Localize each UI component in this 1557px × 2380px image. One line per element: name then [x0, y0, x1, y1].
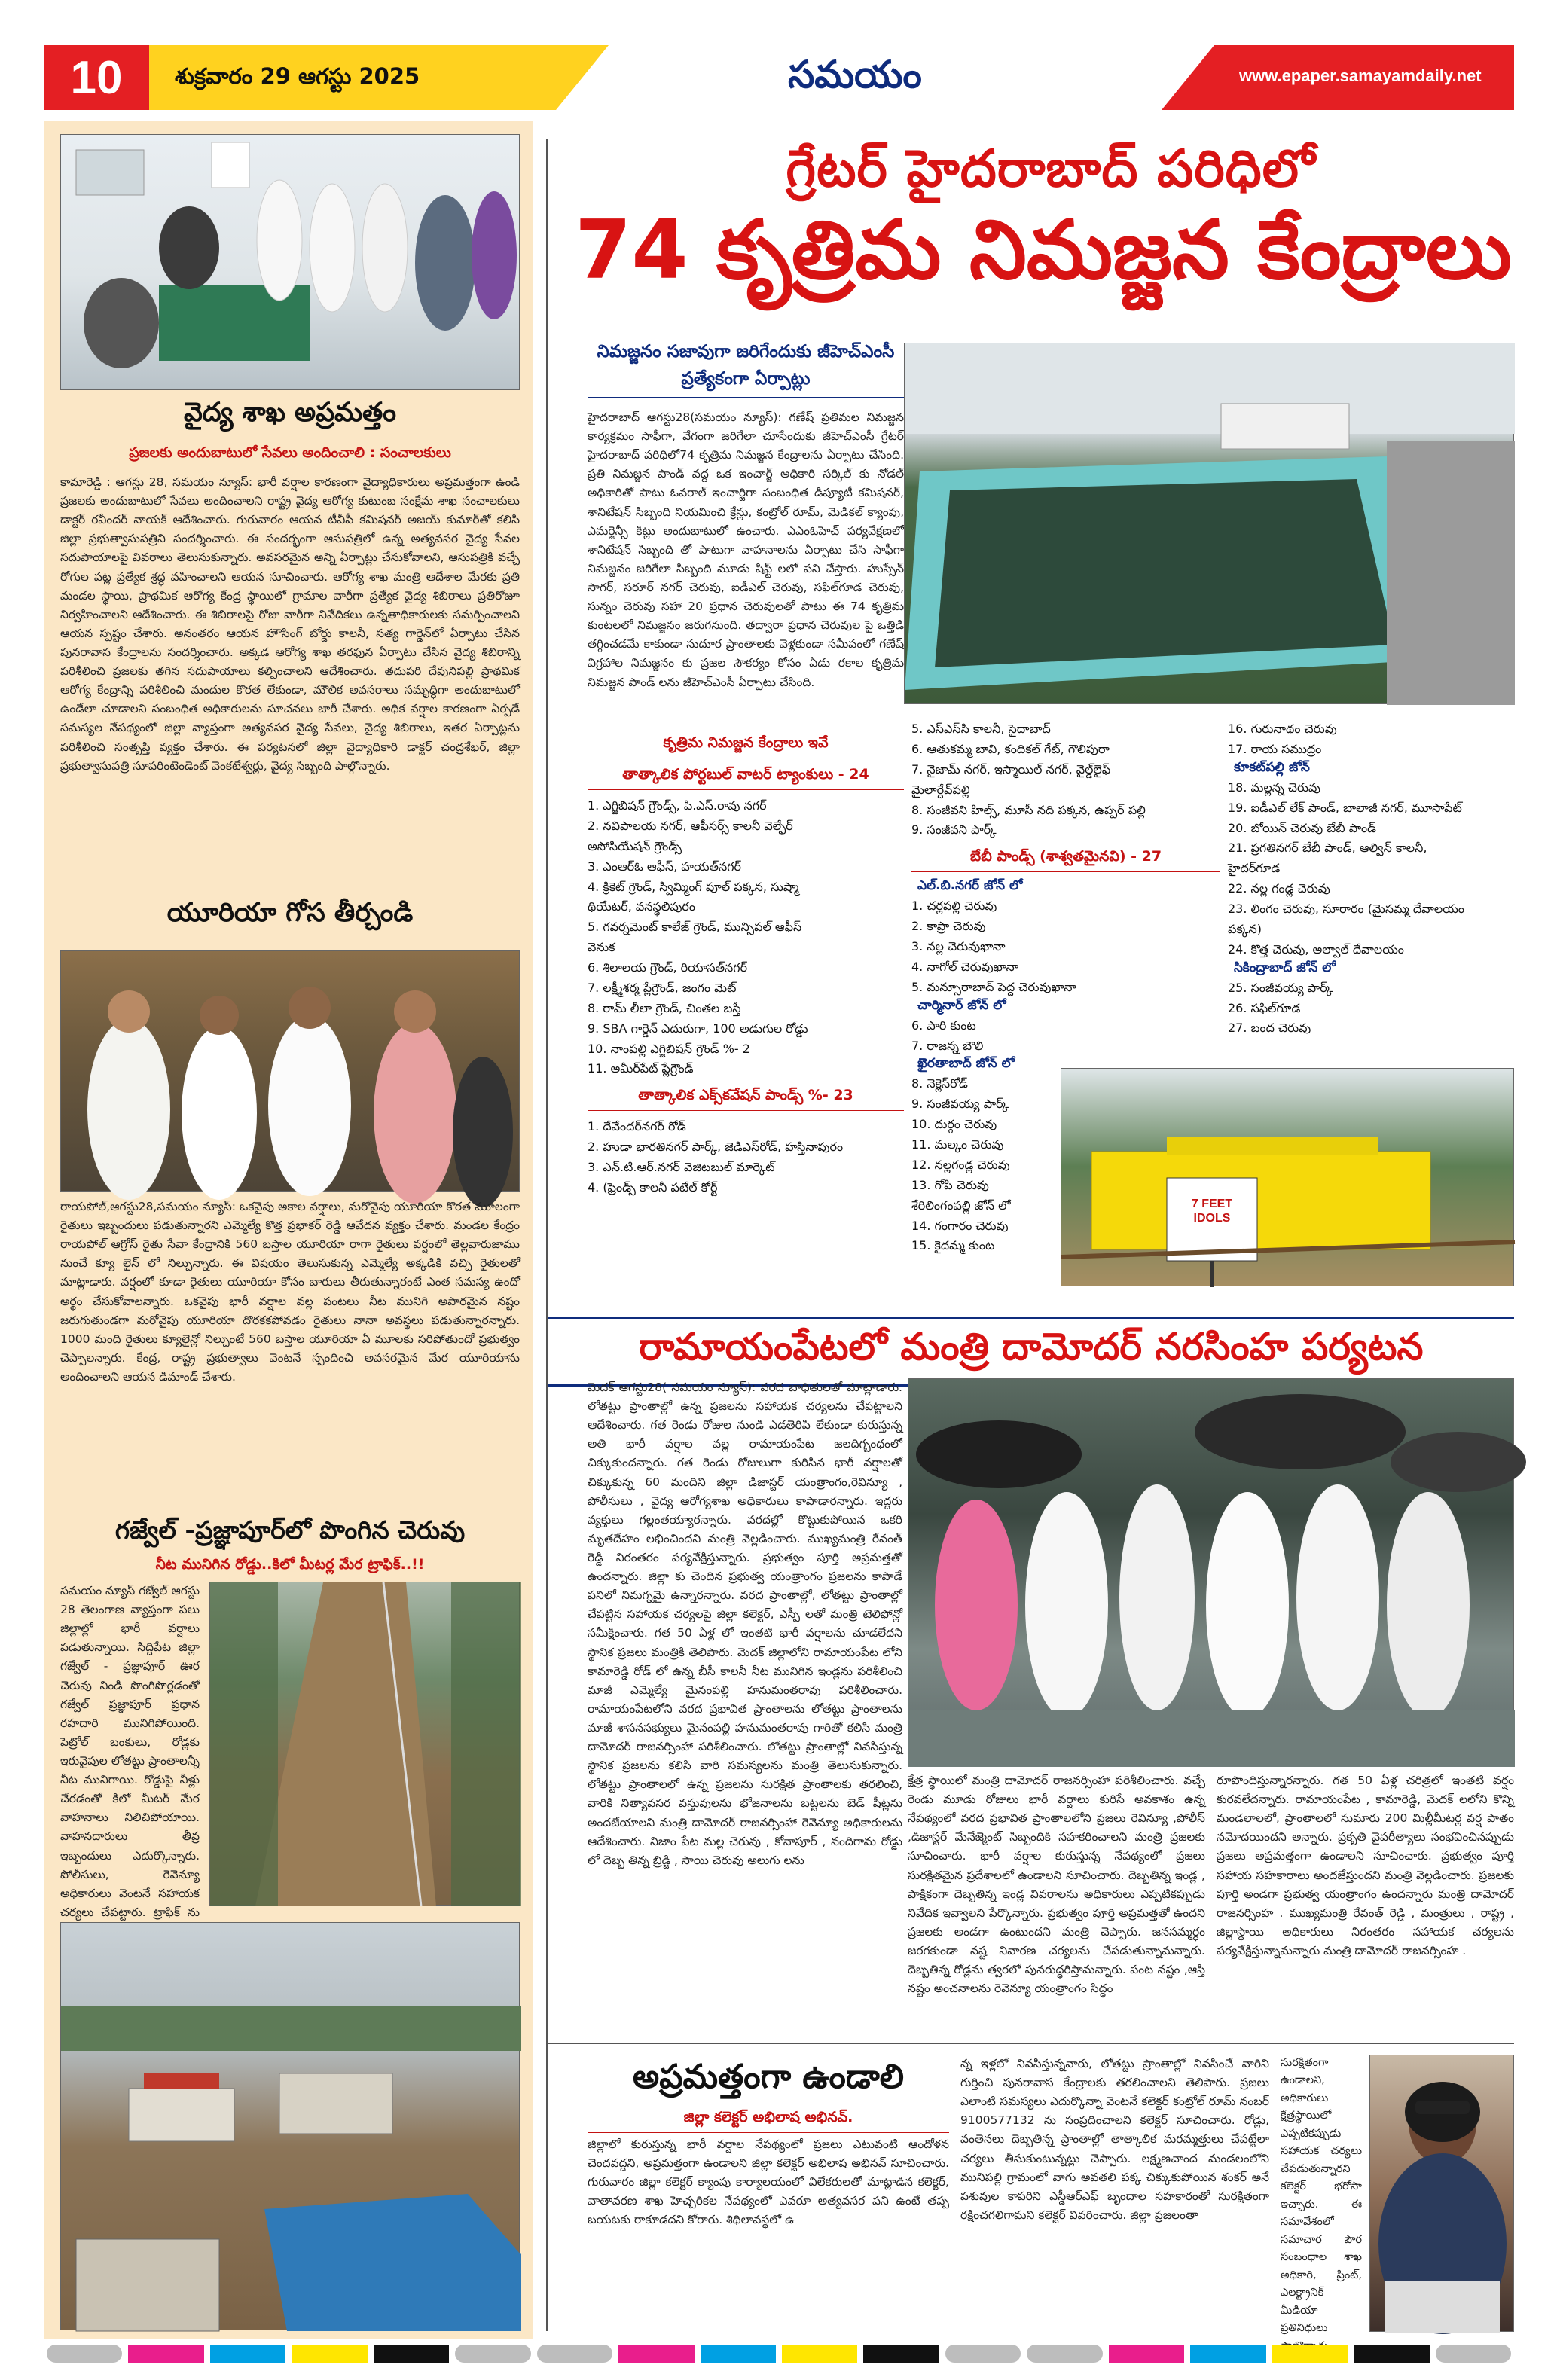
list-item: 7. రాజన్న బౌలి: [911, 1038, 984, 1053]
color-swatch: [618, 2345, 694, 2363]
list-item: 3. నల్ల చెరువుఖానా: [911, 939, 1006, 954]
list-item: 11. అమీర్‌పేట్ ప్లేగ్రౌండ్: [588, 1061, 694, 1076]
list-item: 7. నైజామ్ నగర్, ఇస్మాయిల్ నగర్, వైల్డ్‌లైఫ్: [911, 761, 1111, 777]
color-swatch: [863, 2345, 939, 2363]
color-swatch: [1190, 2345, 1265, 2363]
list-item: 3. ఎన్.టి.ఆర్.నగర్ వెజిటబుల్ మార్కెట్: [588, 1160, 775, 1174]
yellow-pond-photo: [1061, 1068, 1514, 1286]
list-item: 4. నాగోల్ చెరువుఖానా: [911, 959, 1019, 974]
baby-ponds-title: బేబీ పాండ్స్ (శాశ్వతమైనవి) - 27: [911, 848, 1220, 872]
artificial-pond-photo: [904, 343, 1514, 704]
list-item: 14. గంగారం చెరువు: [911, 1218, 1009, 1233]
list-item: 11. మల్కం చెరువు: [911, 1137, 1004, 1152]
story5-body-a: జిల్లాలో కురుస్తున్న భారీ వర్షాల నేపథ్యంలో ప్రజలు ఎటువంటి ఆందోళన చెందవద్దని, అప్రమత్తంగా ఉండాలని జిల్లా కలెక్టర్ అభిలాష అభినవ్ సూచించారు. గురువారం జిల్లా కలెక్టర్ క్యాంపు కార్యాలయంలో విలేకరులతో మాట్లాడిన కలెక్టర్, వాతావరణ శాఖ హెచ్చరికల నేపథ్యంలో ఎవరూ అత్యవసర పని ఉంటే తప్ప బయటకు రాకూడదని కోరారు. శిథిలావస్థలో ఉ: [588, 2137, 949, 2227]
list-item: మైలార్దేవ్‌పల్లి: [911, 782, 970, 797]
excavation-ponds-list: [588, 1117, 904, 1198]
color-swatch: [128, 2345, 203, 2363]
color-swatch: [374, 2345, 449, 2363]
story3-headline: గజ్వేల్ -ప్రజ్ఞాపూర్‌లో పొంగిన చెరువు: [114, 1515, 466, 1545]
secunderabad-list: [1228, 978, 1514, 1039]
aerial-flood-photo: [60, 1922, 520, 2330]
portable-tanks-list: [588, 796, 904, 1079]
list-item: 17. రాయ సముద్రం: [1228, 741, 1322, 756]
main-deck: నిమజ్జనం సజావుగా జరిగేందుకు జీహెచ్‌ఎంసీ ప్రత్యేకంగా ఏర్పాట్లు: [588, 339, 904, 398]
list-item: 13. గోపి చెరువు: [911, 1177, 989, 1192]
list-item: 20. బోయిన్ చెరువు బేబీ పాండ్: [1228, 820, 1376, 835]
list-item: 10. దుర్గం చెరువు: [911, 1117, 997, 1132]
list-item: పక్కన): [1228, 921, 1262, 936]
list-item: వెనుక: [588, 940, 615, 955]
story1-subheadline: ప్రజలకు అందుబాటులో సేవలు అందించాలి : సంచాలకులు: [129, 444, 451, 461]
lb-nagar-list: [911, 896, 1220, 997]
main-headline: 74 కృత్రిమ నిమజ్జన కేంద్రాలు: [575, 203, 1512, 298]
color-swatch: [945, 2345, 1021, 2363]
list-item: థియేటర్, వనస్థలిపురం: [588, 899, 696, 914]
excavation-ponds-title: తాత్కాలిక ఎక్స్‌కవేషన్ పాండ్స్ %- 23: [588, 1087, 904, 1111]
color-swatch: [1027, 2345, 1102, 2363]
immersion-list-col1: [588, 727, 904, 1198]
hospital-visit-photo: [60, 134, 520, 390]
list-item: 21. ప్రగతినగర్ బేబీ పాండ్, ఆల్విన్ కాలనీ,: [1228, 841, 1427, 856]
list-item: 24. కొత్త చెరువు, అల్వాల్ దేవాలయం: [1228, 941, 1404, 957]
list-item: 25. సంజీవయ్య పార్క్: [1228, 980, 1333, 995]
story5-body-b: న్న ఇళ్లలో నివసిస్తున్నవారు, లోతట్టు ప్రాంతాల్లో నివసించే వారిని గుర్తించి పునరావాస కేంద్రాలకు తరలించాలని తెలిపారు. ప్రజలు ఎలాంటి సమస్యలు ఎదుర్కొన్నా వెంటనే కలెక్టర్ కంట్రోల్ రూమ్ నంబర్ 9100577132 ను సంప్రదించాలని కలెక్టర్ సూచించారు. రోడ్లు, వంతెనలు దెబ్బతిన్న ప్రాంతాల్లో తాత్కాలిక మరమ్మత్తులు చేపట్టేలా చర్యలు తీసుకుంటున్నట్లు చెప్పారు. లక్ష్మణచాంద మండలంలోని మునిపల్లి గ్రామంలో వాగు అవతలి పక్క చిక్కుకుపోయిన శంకర్ అనే పశువుల కాపరిని ఎస్డీఆర్ఎఫ్ బృందాల సహకారంతో సురక్షితంగా రక్షించగలిగామని కలెక్టర్ వివరించారు. జిల్లా ప్రజలంతా: [960, 2057, 1269, 2222]
list-item: 8. నెక్లెస్‌రోడ్: [911, 1076, 968, 1091]
list-item: 5. మన్సూరాబాద్ పెద్ద చెరువుఖానా: [911, 979, 1076, 994]
page-number: 10: [44, 45, 149, 110]
minister-visit-photo: [908, 1378, 1514, 1766]
epaper-url[interactable]: www.epaper.samayamdaily.net: [1239, 66, 1482, 85]
list-item: 5. గవర్నమెంట్ కాలేజ్ గ్రౌండ్, మున్సిపల్ ఆఫీస్: [588, 920, 802, 935]
list-item: 1. చర్లపల్లి చెరువు: [911, 899, 997, 914]
story1-headline: వైద్య శాఖ అప్రమత్తం: [184, 398, 396, 428]
story4-headline: రామాయంపేటలో మంత్రి దామోదర్ నరసింహ పర్యటన: [548, 1317, 1514, 1387]
color-swatch: [1354, 2345, 1429, 2363]
list-item: 23. లింగం చెరువు, సూరారం (మైసమ్మ దేవాలయం: [1228, 902, 1464, 916]
story5-headline: అప్రమత్తంగా ఉండాలి: [633, 2058, 904, 2096]
list-item: 8. రామ్ లీలా గ్రౌండ్, చింతల బస్తీ: [588, 1000, 741, 1015]
color-swatch: [1109, 2345, 1184, 2363]
list-item: 6. పారి కుంట: [911, 1018, 976, 1033]
list-item: 2. నవిపాలయ నగర్, ఆఫీసర్స్ కాలనీ వెల్ఫేర్: [588, 818, 793, 833]
story4-body-mid: క్షేత్ర స్థాయిలో మంత్రి దామోదర్ రాజనర్సింహా పరిశీలించారు. వచ్చే రెండు మూడు రోజులు భారీ వర్షాలు కురిసే అవకాశం ఉన్న నేపథ్యంలో వరద ప్రభావిత ప్రాంతాలలోని ప్రజలు రెవిన్యూ ,పోలీస్ ,డిజాస్టర్ మేనేజ్మెంట్ సిబ్బందికి సహకరించాలని మంత్రి ప్రజలకు సూచించారు. భారీ వర్షాల కురుస్తున్న నేపథ్యంలో ప్రజలు సురక్షితమైన ప్రదేశాలలో ఉండాలని సూచించారు. దెబ్బతిన్న ఇండ్ల , పాక్షికంగా దెబ్బతిన్న ఇండ్ల వివరాలను అధికారులు ఎప్పటికప్పుడు నివేదిక ఇవ్వాలని పేర్కొన్నారు. ప్రభుత్వం పూర్తి అప్రమత్తతో ఉందని ప్రజలకు అండగా ఉంటుందని మంత్రి చెప్పారు. జనసమ్మర్ధం జరగకుండా నష్ట నివారణ చర్యలను చేపడుతున్నామన్నారు. దెబ్బతిన్న రోడ్లను త్వరలో పునరుద్ధరిస్తామన్నారు. పంట నష్టం ,ఆస్తి నష్టం అంచనాలను రెవెన్యూ యంత్రాంగం సిద్ధం: [908, 1774, 1205, 1996]
list-item: 4. (ఫ్రెండ్స్ కాలనీ పటేల్ కోర్ట్: [588, 1179, 718, 1195]
list-item: 19. ఐడీఎల్ లేక్ పాండ్, బాలాజీ నగర్, మూసాపేట్: [1228, 800, 1462, 815]
color-swatch: [1272, 2345, 1348, 2363]
color-swatch: [782, 2345, 857, 2363]
main-body: హైదరాబాద్ ఆగస్టు28(సమయం న్యూస్): గణేష్ ప్రతిమల నిమజ్జన కార్యక్రమం సాఫీగా, వేగంగా జరిగేలా చూసేందుకు జీహెచ్ఎంసీ గ్రేటర్ హైదరాబాద్ పరిధిలో74 కృత్రిమ నిమజ్జన కేంద్రాలను ఏర్పాటు చేసింది. ప్రతి నిమజ్జన పాండ్ వద్ద ఒక ఇంచార్జ్ అధికారి సర్కిల్ కు నోడల్ అధికారితో పాటు ఓవరాల్ ఇంచార్జిగా సంబంధిత డిప్యూటీ కమిషనర్, శానిటేషన్ సిబ్బంది నియమించి క్రేన్లు, కంట్రోల్ రూమ్, మెడికల్ క్యాంపు, ఎమర్జెన్సీ కిట్లు అందుబాటులో ఉంచారు. ఎఎంఓహెచ్ పర్యవేక్షణలో శానిటేషన్ సిబ్బంది తో పాటుగా వాహనాలను ఏర్పాటు చేసి సాఫీగా నిమజ్జనం జరిగేలా సిబ్బంది మూడు షిఫ్ట్ లలో పని చేస్తారు. హుస్సేన్ సాగర్, సరూర్ నగర్ చెరువు, ఐడీఎల్ చెరువు, సఫిల్‌గూడ చెరువు, సున్నం చెరువు సహా 20 ప్రధాన చెరువులతో పాటు ఈ 74 కృత్రిమ కుంటలలో నిమజ్జనం జరుగనుంది. తద్వారా ప్రధాన చెరువుల పై ఒత్తిడి తగ్గించడమే కాకుండా సుదూర ప్రాంతాలకు వెళ్లకుండా సమీపంలో గణేష్ విగ్రహాల నిమజ్జనం కు ప్రజల సౌకర్యం కోసం ఏడు రకాల కృత్రిమ నిమజ్జన పాండ్ లను జీహెచ్ఎంసీ ఏర్పాటు చేసింది.: [588, 410, 904, 689]
story3-body: సమయం న్యూస్ గజ్వేల్ ఆగస్టు 28 తెలంగాణ వ్యాప్తంగా పలు జిల్లాల్లో భారీ వర్షాలు పడుతున్నాయి. సిద్దిపేట జిల్లా గజ్వేల్ - ప్రజ్ఞాపూర్ ఊర చెరువు నిండి పొంగిపొర్లడంతో గజ్వేల్ ప్రజ్ఞాపూర్ ప్రధాన రహదారి మునిగిపోయింది. పెట్రోల్ బంకులు, రోడ్లకు ఇరువైపుల లోతట్టు ప్రాంతాలన్నీ నీట మునిగాయి. రోడ్డుపై నీళ్లు చేరడంతో కిలో మీటర్ మేర వాహనాలు నిలిచిపోయాయి. వాహనదారులు తీవ్ర ఇబ్బందులు ఎదుర్కొన్నారు. పోలీసులు, రెవెన్యూ అధికారులు వెంటనే సహాయక చర్యలు చేపట్టారు. ట్రాఫిక్ ను: [60, 1584, 200, 1919]
list-item: అసోసియేషన్ గ్రౌండ్స్: [588, 838, 682, 853]
list-item: 2. కాప్రా చెరువు: [911, 919, 986, 934]
list-item: హైదర్‌గూడ: [1228, 861, 1281, 876]
list-item: 22. నల్ల గండ్ల చెరువు: [1228, 881, 1330, 896]
charminar-list: [911, 1016, 1220, 1057]
section-rule: [548, 2043, 1514, 2044]
excavation-ponds-list-cont: [911, 719, 1220, 841]
color-swatch: [210, 2345, 285, 2363]
khairatabad-zone: ఖైరతాబాద్ జోన్ లో: [917, 1056, 1015, 1072]
kukatpally-zone: కూకట్‌పల్లి జోన్: [1234, 759, 1310, 775]
list-item: 18. మల్లన్న చెరువు: [1228, 780, 1321, 795]
serilingampally-list-cont: [1228, 719, 1514, 760]
story3-subheadline: నీట మునిగిన రోడ్డు..కిలో మీటర్ల మేర ట్రాఫిక్..!!: [155, 1556, 425, 1573]
list-item: 10. నాంపల్లి ఎగ్జిబిషన్ గ్రౌండ్ %- 2: [588, 1041, 750, 1056]
list-item: 8. సంజీవని హిల్స్, మూసీ నది పక్కన, ఉప్పర్ పల్లి: [911, 802, 1146, 817]
kukatpally-list: [1228, 778, 1514, 960]
color-swatch: [47, 2345, 122, 2363]
color-swatch: [1436, 2345, 1511, 2363]
portable-tanks-title: తాత్కాలిక పోర్టబుల్ వాటర్ ట్యాంకులు - 24: [588, 766, 904, 790]
list-item: 27. బంద చెరువు: [1228, 1021, 1311, 1036]
list-item: 15. కైదమ్మ కుంట: [911, 1238, 995, 1253]
story2-body: రాయపోల్,ఆగస్టు28,సమయం న్యూస్: ఒకవైపు అకాల వర్షాలు, మరోవైపు యూరియా కొరత మూలంగా రైతులు ఇబ్బందులు పడుతున్నారని ఎమ్మెల్యే కొత్త ప్రభాకర్ రెడ్డి ఆవేదన వ్యక్తం చేశారు. మండల కేంద్రం రాయపోల్ ఆగ్రోస్ రైతు సేవా కేంద్రానికి 560 బస్తాల యూరియా రాగా రైతులు వర్షంలో తెల్లవారుజాము నుంచే క్యూ లైన్ లో నిల్చున్నారు. ఈ విషయం తెలుసుకున్న ఎమ్మెల్యే అక్కడికి వచ్చి రైతులతో మాట్లాడారు. వర్షంలో కూడా రైతులు యూరియా కోసం బారులు తీరుతున్నారంటే ఎంత సమస్య ఉందో అర్థం చేసుకోవాలన్నారు. ఒకవైపు భారీ వర్షాల వల్ల పంటలు నీట మునిగి అపారమైన నష్టం జరుగుతుండగా మరోవైపు యూరియా దొరకకపోవడం రైతులు నానా అవస్థలు పడుతున్నారన్నారు. 1000 మంది రైతులు క్యూలైన్లో నిల్చుంటే 560 బస్తాల యూరియా ఏ మూలకు సరిపోతుందో ప్రభుత్వం చెప్పాలన్నారు. కేంద్ర, రాష్ట్ర ప్రభుత్వాలు వెంటనే స్పందించి అవసరమైన మేర యూరియాను అందించాలని ఆయన డిమాండ్ చేశారు.: [60, 1200, 520, 1384]
list-item: 3. ఎంఆర్ఓ ఆఫీస్, హయత్‌నగర్: [588, 859, 742, 874]
story5-body-c: సురక్షితంగా ఉండాలని, అధికారులు క్షేత్రస్థాయిలో ఎప్పటికప్పుడు సహాయక చర్యలు చేపడుతున్నారని కలెక్టర్ భరోసా ఇచ్చారు. ఈ సమావేశంలో సమాచార పౌర సంబంధాల శాఖ అధికారి, ప్రింట్, ఎలక్ట్రానిక్ మీడియా ప్రతినిధులు: [1281, 2057, 1362, 2335]
list-item: 9. సంజీవని పార్క్: [911, 822, 997, 838]
list-item: 16. గురునాథం చెరువు: [1228, 722, 1337, 736]
story1-body: కామారెడ్డి : ఆగస్టు 28, సమయం న్యూస్: భారీ వర్షాల కారణంగా వైద్యాధికారులు అప్రమత్తంగా ఉండి ప్రజలకు అందుబాటులో సేవలు అందించాలని రాష్ట్ర వైద్య ఆరోగ్య కుటుంబ సంక్షేమ శాఖ సంచాలకులు డాక్టర్ రవీందర్ నాయక్ ఆదేశించారు. గురువారం ఆయన టీవీపీ కమిషనర్ అజయ్ కుమార్‌తో కలిసి జిల్లా ప్రభుత్వాసుపత్రిని సందర్శించారు. ఈ సందర్భంగా ఆసుపత్రిలో ఉన్న అత్యవసర వైద్య సేవల సదుపాయాలపై వివరాలు తెలుసుకున్నారు. అవసరమైన అన్ని ఏర్పాట్లు చేసుకోవాలని, ఆసుపత్రికి వచ్చే రోగుల పట్ల ప్రత్యేక శ్రద్ధ వహించాలని ఆయన సూచించారు. ఆరోగ్య శాఖ మంత్రి ఆదేశాల మేరకు ప్రతి మండల స్థాయి, ప్రాథమిక ఆరోగ్య కేంద్ర స్థాయిలో గ్రామాల వారీగా ప్రత్యేక వైద్య శిబిరాలు ప్రతిరోజూ నిర్వహించాలని ఆదేశించారు. ఈ శిబిరాలపై రోజు వారీగా నివేదికలు ఉన్నతాధికారులకు సమర్పించాలని ఆయన స్పష్టం చేశారు. అనంతరం ఆయన హౌసింగ్ బోర్డు కాలనీ, సత్య గార్డెన్‌లో ఏర్పాటు చేసిన పునరావాస కేంద్రాలను సందర్శించారు. అక్కడ ఆరోగ్య శాఖ తరఫున ఏర్పాటు చేసిన వైద్య శిబిరాన్ని పరిశీలించి ప్రజలకు తగిన సదుపాయాలు కల్పించాలని ఆదేశించారు. తదుపరి దేవునిపల్లి ప్రాథమిక ఆరోగ్య కేంద్రాన్ని పరిశీలించి మందుల కొరత లేకుండా, మౌలిక అవసరాలు సమృద్ధిగా అందుబాటులో ఉండేలా చూడాలని సంబంధిత అధికారులను సూచనలు జారీ చేశారు. అధిక వర్షాల కారణంగా ఏర్పడే సమస్యల నేపథ్యంలో జిల్లా వ్యాప్తంగా అత్యవసర వైద్య సేవలు, వైద్య శిబిరాలు, ఇతర ఏర్పాట్లను పరిశీలించి సంతృప్తి వ్యక్తం చేశారు. ఈ పర్యటనలో జిల్లా వైద్యాధికారి డాక్టర్ చంద్రశేఖర్, జిల్లా ప్రభుత్వాసుపత్రి సూపరింటెండెంట్ వెంకటేశ్వర్లు, వైద్య సిబ్బంది పాల్గొన్నారు.: [60, 475, 520, 773]
issue-date: శుక్రవారం 29 ఆగస్టు 2025: [175, 63, 420, 89]
list-item: 7. లక్ష్మీశర్మ ప్లేగ్రౌండ్, జంగం మెట్: [588, 980, 737, 995]
story5-subheadline: జిల్లా కలెక్టర్ అభిలాష అభినవ్.: [588, 2109, 949, 2133]
list-item: శేరిలింగంపల్లి జోన్ లో: [911, 1198, 1011, 1213]
list-item: 4. క్రికెట్ గ్రౌండ్, స్విమ్మింగ్ పూల్ పక్కన, సుష్మా: [588, 879, 799, 894]
list-item: 6. ఆతుకమ్మ బావి, కందికల్ గేట్, గౌలిపురా: [911, 741, 1110, 756]
list-item: 5. ఎస్ఎస్‌సి కాలనీ, సైదాబాద్: [911, 722, 1051, 736]
header-red-wedge: [1162, 45, 1214, 110]
main-headline-top: గ్రేటర్ హైదరాబాద్ పరిధిలో: [786, 139, 1316, 199]
collector-photo: [1369, 2055, 1514, 2332]
list-item: 9. సంజీవయ్య పార్క్: [911, 1097, 1009, 1112]
idols-sign: 7 FEET IDOLS: [1191, 1198, 1233, 1225]
story4-body-right: రూపొందిస్తున్నారన్నారు. గత 50 ఏళ్ల చరిత్రలో ఇంతటి వర్షం కురవలేదన్నారు. రామాయంపేట , కామారెడ్డి, మెదక్ లలోని కొన్ని మండలాలలో, ప్రాంతాలలో సుమారు 200 మిల్లీమీటర్ల వర్ష పాతం నమోదయిందని అన్నారు. ప్రకృతి వైపరీత్యాలు సంభవించినప్పుడు ప్రజలు అప్రమత్తంగా ఉండాలని సూచించారు. ప్రభుత్వం పూర్తి సహాయ సహకారాలు అందజేస్తుందని మంత్రి వెల్లడించారు. ప్రజలకు పూర్తి అండగా ప్రభుత్వ యంత్రాంగం ఉందన్నారు మంత్రి దామోదర్ రాజనర్సింహ . ముఖ్యమంత్రి రేవంత్ రెడ్డి , మంత్రులు , రాష్ట్ర , జిల్లాస్థాయి అధికారులు నిరంతరం సహాయక చర్యలను పర్యవేక్షిస్తున్నామన్నారు మంత్రి దామోదర్ రాజనర్సింహ .: [1217, 1774, 1514, 1957]
color-swatch: [537, 2345, 612, 2363]
column-rule: [546, 139, 548, 2331]
color-swatch: [455, 2345, 530, 2363]
list-item: 2. హుడా భారతినగర్ పార్క్, జెడిఎస్‌రోడ్, హస్తినాపురం: [588, 1140, 844, 1155]
story4-body-left: మెదక్ ఆగస్టు28( సమయం న్యూస్): వరద బాధితులతో మాట్లాడారు. లోతట్టు ప్రాంతాల్లో ఉన్న ప్రజలను సహాయక చర్యలను చేపట్టాలని ఆదేశించారు. గత రెండు రోజుల నుండి ఎడతెరిపి లేకుండా కురుస్తున్న అతి భారీ వర్షాల వల్ల రామాయంపేట జలదిగ్బంధంలో చిక్కుకుందన్నారు. గత రెండు రోజులుగా కురిసిన భారీ వర్షాలతో చిక్కుకున్న 60 మందిని జిల్లా డిజాస్టర్ యంత్రాంగం,రెవిన్యూ , పోలీసులు , వైద్య ఆరోగ్యశాఖ అధికారులు కాపాడారన్నారు. ఇద్దరు వ్యక్తులు గల్లంతయ్యారన్నారు. వరదల్లో కొట్టుకుపోయిన ఒకరి మృతదేహం లభించిందని మంత్రి వెల్లడించారు. ముఖ్యమంత్రి రేవంత్ రెడ్డి నిరంతరం పర్యవేక్షిస్తున్నారు. ప్రభుత్వం పూర్తి అప్రమత్తతో ఉందన్నారు. జిల్లా కు చెందిన ప్రభుత్వ యంత్రాంగం ప్రజలను కాపాడే పనిలో నిమగ్నమై ఉన్నారన్నారు. వరద ప్రాంతాల్లో, లోతట్టు ప్రాంతాల్లో చేపట్టిన సహాయక చర్యలపై జిల్లా కలెక్టర్, ఎస్పీ లతో మంత్రి టెలిఫోన్లో సమీక్షించారు. గత 50 ఏళ్ల లో ఇంతటి భారీ వర్షాలను చూడలేదని స్థానిక ప్రజలు మంత్రికి తెలిపారు. మెదక్ జిల్లాలోని రామాయంపేట లోని కామారెడ్డి రోడ్ లో ఉన్న బీసీ కాలనీ నీట మునిగిన ఇండ్లను పరిశీలించి మాజీ ఎమ్మెల్యే మైనంపల్లి హనుమంతరావు పరిశీలించారు. రామాయంపేటలోని వరద ప్రభావిత ప్రాంతాలను లోతట్టు ప్రాంతాలను మాజీ శాసనసభ్యులు మైనంపల్లి హనుమంతరావు గారితో కలిసి మంత్రి దామోదర్ రాజనర్సింహా పరిశీలించారు. లోతట్టు ప్రాంతాల్లో నివసిస్తున్న స్థానిక ప్రజలను కలిసి వారి సమస్యలను మంత్రి తెలుసుకున్నారు. లోతట్టు ప్రాంతాలలో ఉన్న ప్రజలను సురక్షిత ప్రాంతాలకు తరలించి, వారికి నిత్యావసర వస్తువులను భోజనాలను బట్టలను బెడ్ షీట్లను అందజేయాలని మంత్రి దామోదర్ రాజనర్సింహా రెవెన్యూ అధికారులను ఆదేశించారు. నిజాం పేట మల్ల చెరువు , కోనాపూర్ , నందిగామ రోడ్డు లో దెబ్బ తిన్న బ్రిడ్జి , సాయి చెరువు అలుగు లను: [588, 1381, 902, 1867]
farmers-meeting-photo: [60, 950, 520, 1192]
secunderabad-zone: సికింద్రాబాద్ జోన్ లో: [1234, 960, 1336, 975]
list-item: 9. SBA గార్డెన్ ఎదురుగా, 100 అడుగుల రోడ్డు: [588, 1021, 808, 1036]
flooded-road-photo: [209, 1582, 520, 1906]
header-yellow-wedge: [556, 45, 609, 110]
lb-nagar-zone: ఎల్.బి.నగర్ జోన్ లో: [917, 878, 1023, 894]
list-item: 26. సఫిల్‌గూడ: [1228, 1000, 1301, 1015]
immersion-list-col3: [1228, 719, 1514, 1039]
story2-headline: యూరియా గోస తీర్చండి: [166, 898, 414, 928]
list-item: 6. శిలాలయ గ్రౌండ్, రియాసత్‌నగర్: [588, 960, 748, 975]
list-item: 12. నల్లగండ్ల చెరువు: [911, 1157, 1010, 1172]
list-item: 1. దేవేందర్‌నగర్ రోడ్: [588, 1119, 686, 1134]
color-swatch: [292, 2345, 367, 2363]
color-swatch: [701, 2345, 776, 2363]
list-title: కృత్రిమ నిమజ్జన కేంద్రాలు ఇవే: [588, 734, 904, 758]
charminar-zone: చార్మినార్ జోన్ లో: [917, 997, 1006, 1013]
newspaper-logo: సమయం: [788, 52, 922, 96]
list-item: 1. ఎగ్జిబిషన్ గ్రౌండ్స్, పి.ఎస్.రావు నగర్: [588, 798, 767, 813]
